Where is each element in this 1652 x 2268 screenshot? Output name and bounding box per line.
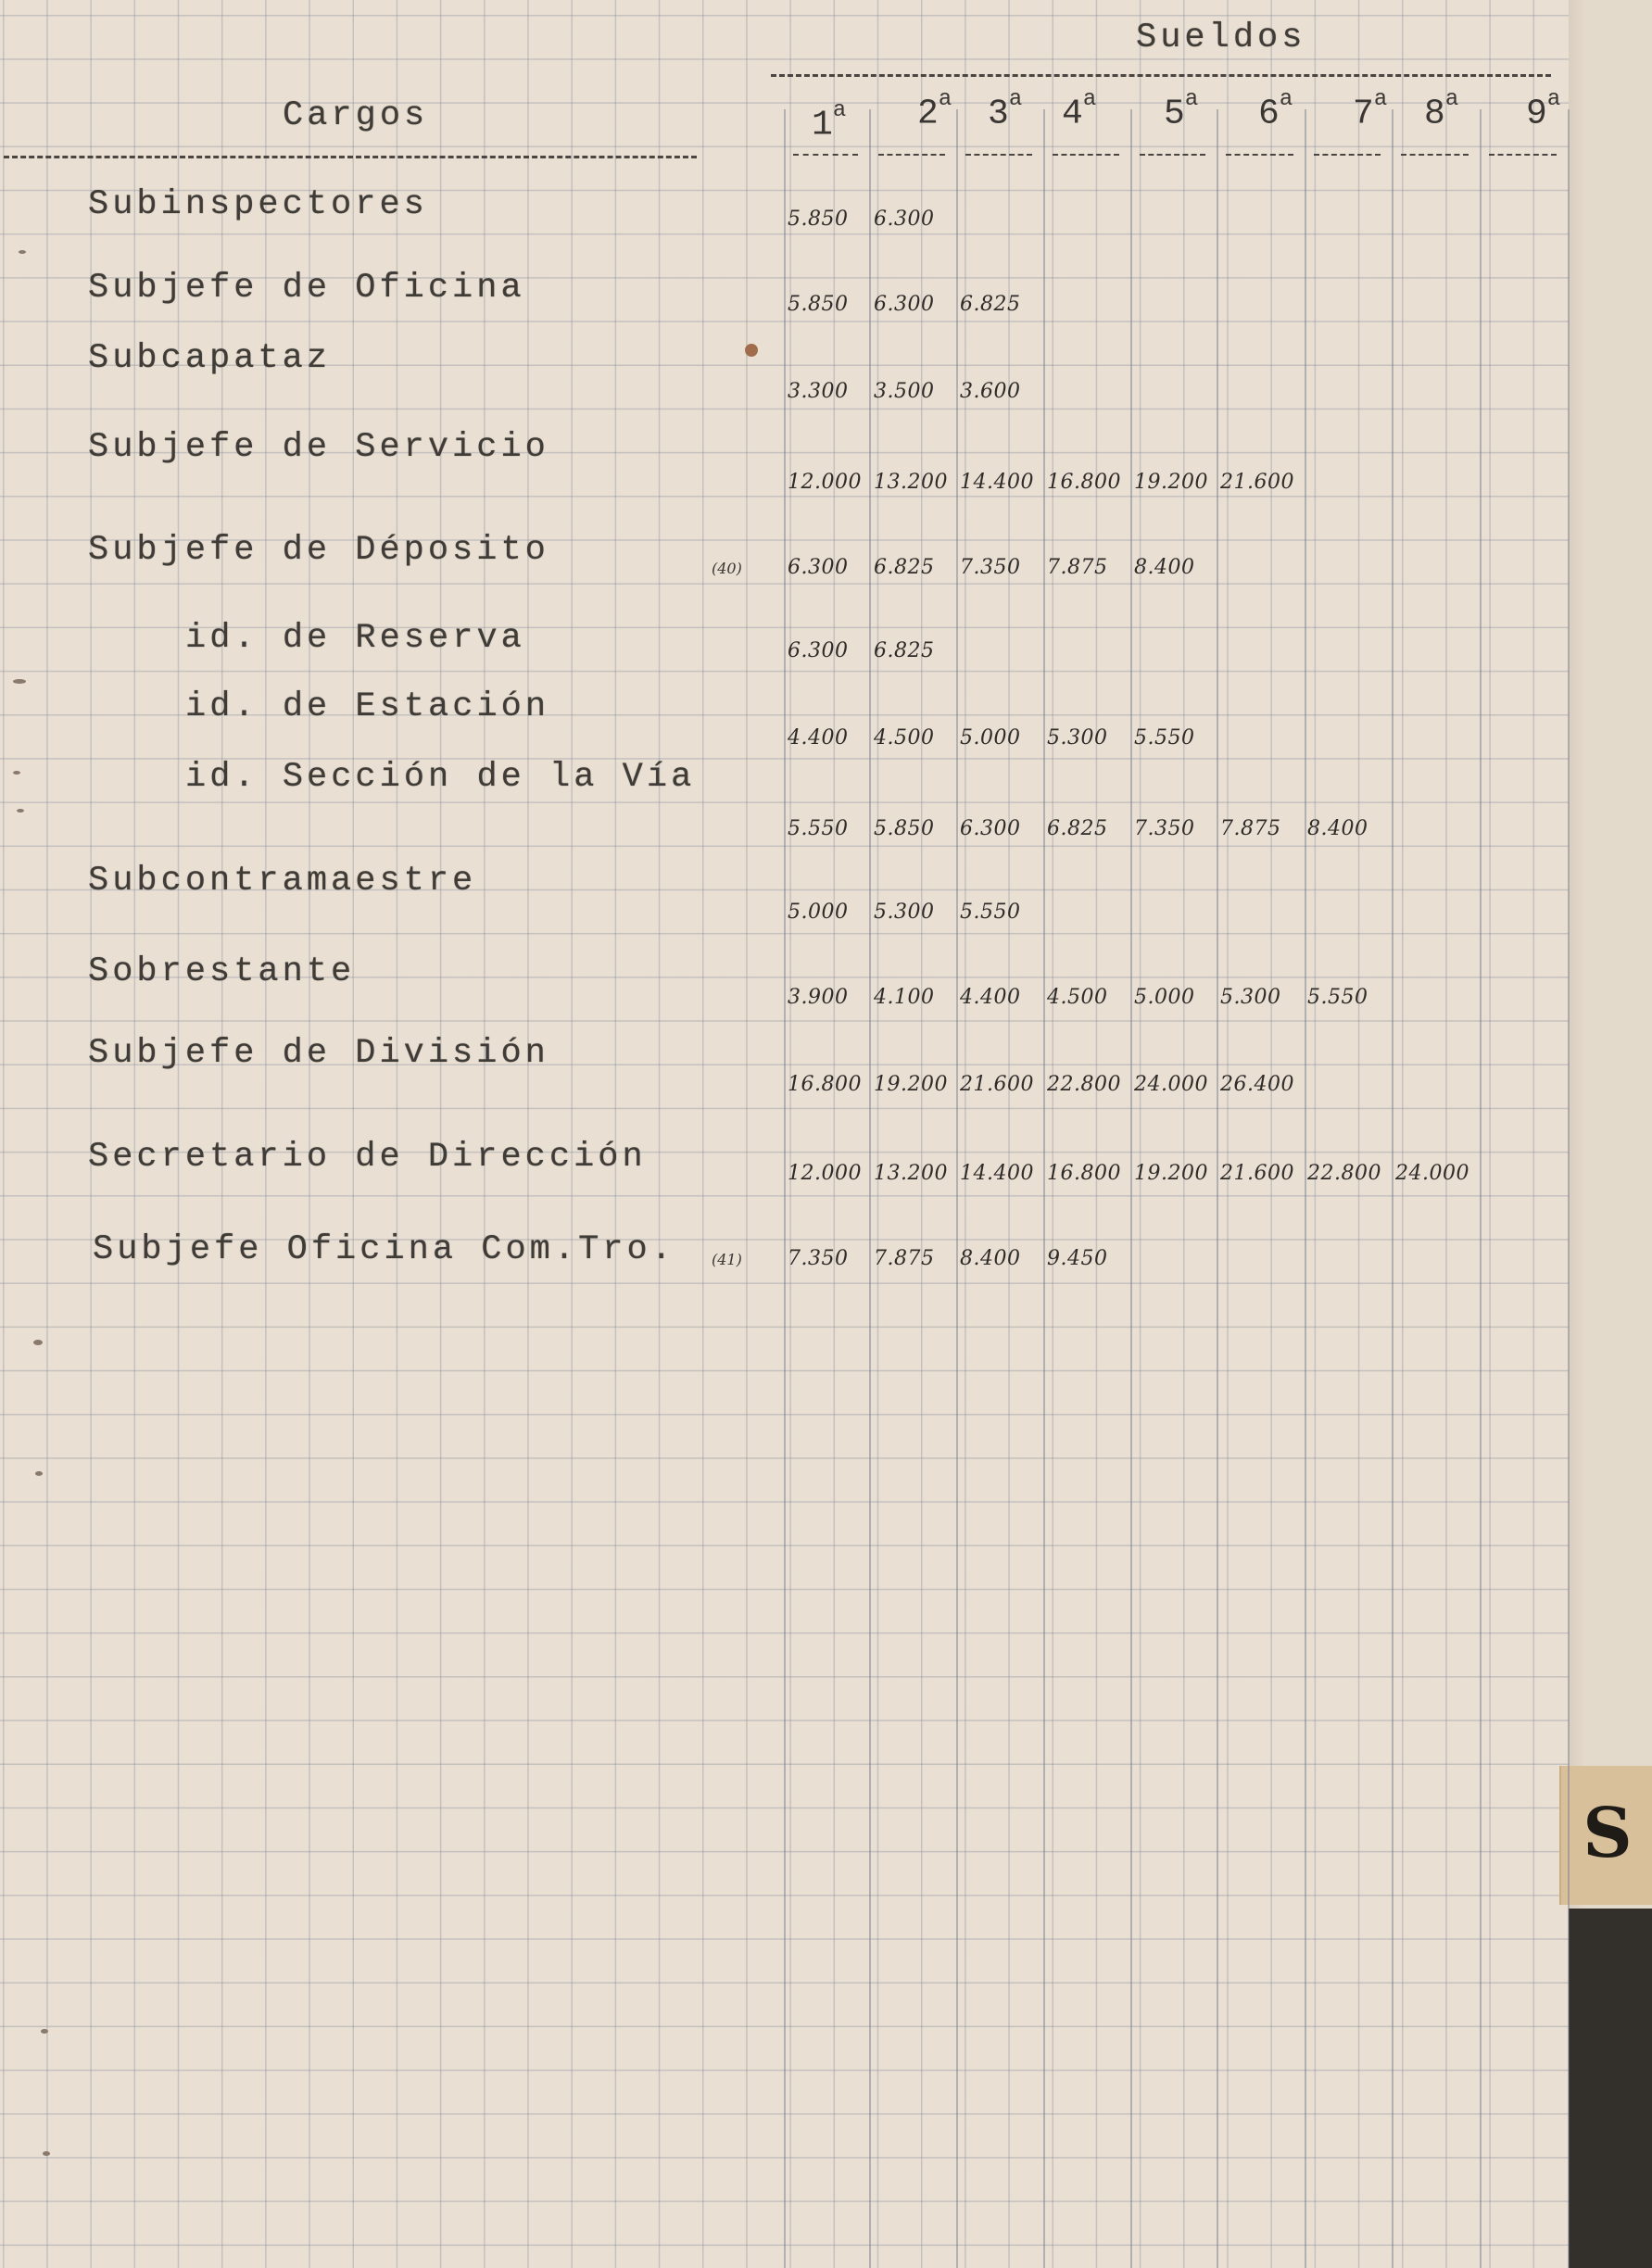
salary-cell: 3.600	[960, 380, 1021, 403]
punch-mark	[19, 250, 26, 254]
salary-cell: 19.200	[1134, 1162, 1208, 1185]
salary-cell: 8.400	[1307, 817, 1368, 840]
cargo-label: Subjefe Oficina Com.Tro.	[93, 1230, 675, 1269]
salary-cell: 5.550	[1134, 726, 1195, 750]
salary-cell: 13.200	[874, 1162, 948, 1185]
salary-cell: 7.350	[788, 1247, 849, 1270]
footnote-ref: (40)	[712, 560, 742, 577]
rank-header-7	[1353, 87, 1388, 134]
rank-header-6	[1258, 87, 1293, 134]
salary-cell: 14.400	[960, 1162, 1034, 1185]
rank-underline	[1401, 154, 1469, 156]
sueldos-span-rule	[771, 74, 1551, 77]
salary-cell: 12.000	[788, 1162, 862, 1185]
salary-cell: 7.875	[874, 1247, 935, 1270]
rank-underline	[1140, 154, 1205, 156]
background-edge	[1569, 1909, 1652, 2268]
rank-number: 2	[917, 94, 939, 134]
sueldos-heading: Sueldos	[1136, 19, 1306, 57]
salary-cell: 6.825	[1047, 817, 1108, 840]
rank-number: 4	[1062, 94, 1083, 134]
salary-cell: 5.300	[874, 901, 935, 924]
salary-cell: 5.850	[788, 293, 849, 316]
rank-suffix: a	[1444, 87, 1459, 112]
cargo-label: Subcapataz	[88, 339, 332, 378]
rank-header-2	[917, 87, 952, 134]
salary-cell: 16.800	[788, 1073, 862, 1096]
salary-cell: 7.875	[1220, 817, 1281, 840]
rank-number: 3	[988, 94, 1009, 134]
salary-cell: 5.300	[1047, 726, 1108, 750]
ink-spot	[745, 344, 758, 357]
column-rule	[956, 109, 958, 2268]
column-rule	[1130, 109, 1132, 2268]
salary-cell: 19.200	[874, 1073, 948, 1096]
cargo-label: Sobrestante	[88, 952, 356, 991]
punch-mark	[13, 771, 20, 775]
salary-cell: 5.550	[788, 817, 849, 840]
punch-mark	[43, 2151, 50, 2156]
punch-mark	[33, 1340, 43, 1345]
rank-number: 1	[812, 105, 833, 145]
salary-cell: 6.300	[788, 639, 849, 662]
punch-mark	[13, 679, 26, 684]
salary-cell: 16.800	[1047, 471, 1121, 494]
cargos-heading: Cargos	[283, 96, 429, 135]
salary-cell: 5.000	[788, 901, 849, 924]
salary-cell: 6.300	[960, 817, 1021, 840]
salary-cell: 4.500	[1047, 986, 1108, 1009]
cargo-label: id. de Estación	[185, 687, 550, 726]
rank-suffix: a	[1546, 87, 1561, 112]
rank-suffix: a	[938, 87, 952, 112]
rank-underline	[1314, 154, 1381, 156]
salary-cell: 16.800	[1047, 1162, 1121, 1185]
salary-cell: 14.400	[960, 471, 1034, 494]
salary-cell: 5.000	[1134, 986, 1195, 1009]
salary-cell: 5.300	[1220, 986, 1281, 1009]
salary-cell: 21.600	[960, 1073, 1034, 1096]
salary-cell: 26.400	[1220, 1073, 1294, 1096]
rank-header-3	[988, 87, 1023, 134]
rank-underline	[878, 154, 945, 156]
cargo-label: id. Sección de la Vía	[185, 758, 696, 797]
rank-number: 8	[1424, 94, 1445, 134]
footnote-ref: (41)	[712, 1251, 742, 1268]
cargo-label: Subjefe de Servicio	[88, 428, 549, 467]
index-tab	[1559, 1766, 1652, 1905]
rank-suffix: a	[1082, 87, 1097, 112]
rank-header-5	[1164, 87, 1199, 134]
salary-cell: 13.200	[874, 471, 948, 494]
rank-underline	[1053, 154, 1119, 156]
rank-suffix: a	[1373, 87, 1388, 112]
salary-cell: 7.350	[960, 556, 1021, 579]
salary-cell: 6.300	[874, 293, 935, 316]
salary-cell: 5.850	[788, 208, 849, 231]
salary-cell: 22.800	[1307, 1162, 1381, 1185]
rank-number: 5	[1164, 94, 1185, 134]
salary-cell: 6.300	[874, 208, 935, 231]
salary-cell: 4.400	[788, 726, 849, 750]
salary-cell: 19.200	[1134, 471, 1208, 494]
salary-cell: 24.000	[1134, 1073, 1208, 1096]
cargos-underline	[4, 156, 697, 158]
salary-cell: 8.400	[960, 1247, 1021, 1270]
rank-number: 9	[1526, 94, 1547, 134]
rank-underline	[1226, 154, 1293, 156]
rank-number: 7	[1353, 94, 1374, 134]
cargo-label: Subjefe de División	[88, 1034, 549, 1073]
rank-header-1	[812, 98, 847, 145]
rank-suffix: a	[832, 98, 847, 123]
salary-cell: 3.300	[788, 380, 849, 403]
cargo-label: id. de Reserva	[185, 619, 525, 658]
column-rule	[869, 109, 871, 2268]
column-rule	[1217, 109, 1218, 2268]
salary-cell: 9.450	[1047, 1247, 1108, 1270]
rank-suffix: a	[1008, 87, 1023, 112]
salary-cell: 6.300	[788, 556, 849, 579]
salary-cell: 6.825	[874, 639, 935, 662]
punch-mark	[17, 809, 24, 813]
rank-underline	[965, 154, 1032, 156]
rank-underline	[1489, 154, 1557, 156]
salary-cell: 6.825	[960, 293, 1021, 316]
salary-cell: 21.600	[1220, 1162, 1294, 1185]
column-rule	[1305, 109, 1306, 2268]
cargo-label: Secretario de Dirección	[88, 1138, 647, 1177]
salary-cell: 4.400	[960, 986, 1021, 1009]
salary-cell: 5.850	[874, 817, 935, 840]
salary-cell: 12.000	[788, 471, 862, 494]
salary-cell: 5.550	[960, 901, 1021, 924]
salary-cell: 22.800	[1047, 1073, 1121, 1096]
column-rule	[1568, 109, 1570, 2268]
column-rule	[784, 109, 786, 2268]
rank-suffix: a	[1184, 87, 1199, 112]
salary-cell: 21.600	[1220, 471, 1294, 494]
salary-cell: 6.825	[874, 556, 935, 579]
salary-cell: 8.400	[1134, 556, 1195, 579]
salary-cell: 3.500	[874, 380, 935, 403]
punch-mark	[41, 2029, 48, 2034]
rank-header-4	[1062, 87, 1097, 134]
rank-header-9	[1526, 87, 1561, 134]
rank-suffix: a	[1279, 87, 1293, 112]
cargo-label: Subjefe de Oficina	[88, 269, 525, 308]
salary-cell: 7.350	[1134, 817, 1195, 840]
salary-cell: 7.875	[1047, 556, 1108, 579]
cargo-label: Subinspectores	[88, 185, 428, 224]
salary-cell: 5.000	[960, 726, 1021, 750]
salary-cell: 4.100	[874, 986, 935, 1009]
column-rule	[1392, 109, 1393, 2268]
salary-cell: 24.000	[1395, 1162, 1469, 1185]
punch-mark	[35, 1471, 43, 1476]
column-rule	[1480, 109, 1482, 2268]
index-tab-letter: S	[1583, 1794, 1633, 1873]
column-rule	[1043, 109, 1045, 2268]
cargo-label: Subjefe de Déposito	[88, 531, 549, 570]
salary-cell: 4.500	[874, 726, 935, 750]
cargo-label: Subcontramaestre	[88, 862, 477, 901]
rank-header-8	[1424, 87, 1459, 134]
rank-number: 6	[1258, 94, 1280, 134]
salary-cell: 5.550	[1307, 986, 1368, 1009]
rank-underline	[793, 154, 858, 156]
salary-cell: 3.900	[788, 986, 849, 1009]
